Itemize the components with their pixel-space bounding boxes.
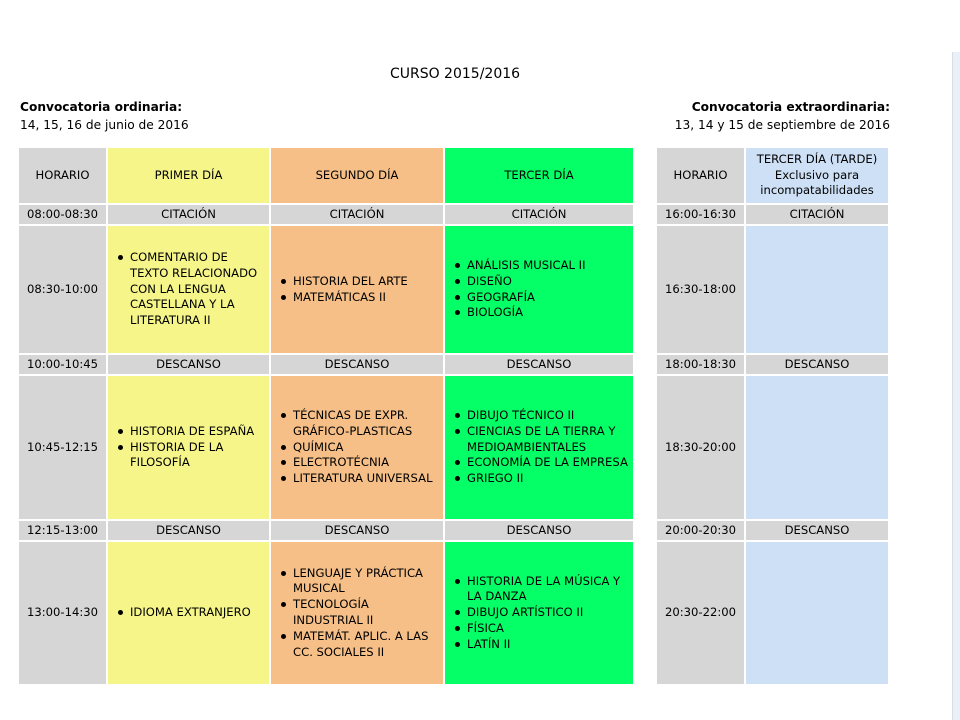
- slot-label: DESCANSO: [445, 355, 633, 374]
- subject-item: DISEÑO: [453, 274, 629, 290]
- header-tercer-dia-tarde: TERCER DÍA (TARDE) Exclusivo para incompatabilidades: [746, 148, 888, 203]
- extra-exam-cell: [746, 542, 888, 684]
- slot-label: DESCANSO: [108, 521, 269, 540]
- extra-exam-cell: [746, 376, 888, 519]
- day2-cell: [271, 376, 443, 519]
- slot-label: DESCANSO: [271, 355, 443, 374]
- slot-time: 20:00-20:30: [657, 521, 744, 540]
- subject-item: COMENTARIO DE TEXTO RELACIONADO CON LA LENGUA CASTELLANA Y LA LITERATURA II: [116, 250, 265, 329]
- subject-list: [445, 258, 633, 321]
- slot-row: [657, 205, 888, 224]
- slot-label: DESCANSO: [746, 355, 888, 374]
- subject-item: ECONOMÍA DE LA EMPRESA: [453, 455, 629, 471]
- subject-item: FÍSICA: [453, 621, 629, 637]
- block-time: 16:30-18:00: [657, 226, 744, 353]
- block-time: 18:30-20:00: [657, 376, 744, 519]
- slot-row: [19, 205, 633, 224]
- subject-item: ANÁLISIS MUSICAL II: [453, 258, 629, 274]
- subject-item: MATEMÁT. APLIC. A LAS CC. SOCIALES II: [279, 629, 439, 661]
- subject-item: ELECTROTÉCNIA: [279, 455, 439, 471]
- extraordinaria-heading: Convocatoria extraordinaria:: [691, 100, 890, 114]
- slot-label: DESCANSO: [746, 521, 888, 540]
- header-segundo-dia: SEGUNDO DÍA: [271, 148, 443, 203]
- header-primer-dia: PRIMER DÍA: [108, 148, 269, 203]
- slot-label: DESCANSO: [271, 521, 443, 540]
- slot-row: [19, 521, 633, 540]
- ordinaria-dates: 14, 15, 16 de junio de 2016: [20, 118, 189, 132]
- exam-block-row: [19, 376, 633, 519]
- subject-item: BIOLOGÍA: [453, 305, 629, 321]
- extraordinaria-info: [675, 98, 890, 134]
- slot-row: [657, 521, 888, 540]
- extraordinaria-dates: 13, 14 y 15 de septiembre de 2016: [674, 118, 890, 132]
- page-scroll-strip: [952, 52, 960, 720]
- subject-item: HISTORIA DE LA MÚSICA Y LA DANZA: [453, 574, 629, 606]
- subject-item: LITERATURA UNIVERSAL: [279, 471, 439, 487]
- day1-cell: [108, 226, 269, 353]
- day1-cell: [108, 542, 269, 684]
- subject-item: MATEMÁTICAS II: [279, 290, 439, 306]
- course-title: CURSO 2015/2016: [389, 66, 521, 82]
- slot-time: 12:15-13:00: [19, 521, 106, 540]
- slot-time: 10:00-10:45: [19, 355, 106, 374]
- header-row: [657, 148, 888, 203]
- block-time: 08:30-10:00: [19, 226, 106, 353]
- subject-item: HISTORIA DE ESPAÑA: [116, 424, 265, 440]
- day3-cell: [445, 226, 633, 353]
- subject-item: TECNOLOGÍA INDUSTRIAL II: [279, 597, 439, 629]
- subject-item: DIBUJO TÉCNICO II: [453, 408, 629, 424]
- slot-time: 08:00-08:30: [19, 205, 106, 224]
- subject-item: QUÍMICA: [279, 440, 439, 456]
- day3-cell: [445, 542, 633, 684]
- subject-list: [271, 408, 443, 487]
- slot-label: CITACIÓN: [445, 205, 633, 224]
- exam-block-row: [19, 226, 633, 353]
- slot-label: CITACIÓN: [271, 205, 443, 224]
- subject-list: [108, 605, 269, 621]
- exam-block-row: [657, 542, 888, 684]
- slot-time: 16:00-16:30: [657, 205, 744, 224]
- day2-cell: [271, 226, 443, 353]
- day2-cell: [271, 542, 443, 684]
- subject-list: [445, 574, 633, 653]
- subject-item: LATÍN II: [453, 637, 629, 653]
- subject-list: [108, 250, 269, 329]
- exam-block-row: [657, 226, 888, 353]
- header-row: [19, 148, 633, 203]
- slot-row: [19, 355, 633, 374]
- block-time: 10:45-12:15: [19, 376, 106, 519]
- subject-list: [271, 274, 443, 306]
- subject-item: IDIOMA EXTRANJERO: [116, 605, 265, 621]
- subject-item: CIENCIAS DE LA TIERRA Y MEDIOAMBIENTALES: [453, 424, 629, 456]
- ordinaria-schedule-table: [17, 146, 635, 686]
- header-tercer-dia: TERCER DÍA: [445, 148, 633, 203]
- block-time: 20:30-22:00: [657, 542, 744, 684]
- ordinaria-info: [20, 98, 189, 134]
- day3-cell: [445, 376, 633, 519]
- slot-label: CITACIÓN: [746, 205, 888, 224]
- ordinaria-heading: Convocatoria ordinaria:: [20, 100, 183, 114]
- exam-block-row: [19, 542, 633, 684]
- subject-item: TÉCNICAS DE EXPR. GRÁFICO-PLASTICAS: [279, 408, 439, 440]
- subject-item: GEOGRAFÍA: [453, 290, 629, 306]
- subject-item: GRIEGO II: [453, 471, 629, 487]
- day1-cell: [108, 376, 269, 519]
- slot-row: [657, 355, 888, 374]
- subject-list: [445, 408, 633, 487]
- slot-label: CITACIÓN: [108, 205, 269, 224]
- subject-list: [108, 424, 269, 471]
- header-horario: HORARIO: [657, 148, 744, 203]
- slot-label: DESCANSO: [108, 355, 269, 374]
- subject-item: HISTORIA DE LA FILOSOFÍA: [116, 440, 265, 472]
- slot-label: DESCANSO: [445, 521, 633, 540]
- exam-block-row: [657, 376, 888, 519]
- subject-item: LENGUAJE Y PRÁCTICA MUSICAL: [279, 566, 439, 598]
- extra-exam-cell: [746, 226, 888, 353]
- subject-item: HISTORIA DEL ARTE: [279, 274, 439, 290]
- subject-list: [271, 566, 443, 661]
- block-time: 13:00-14:30: [19, 542, 106, 684]
- slot-time: 18:00-18:30: [657, 355, 744, 374]
- extraordinaria-schedule-table: [655, 146, 890, 686]
- header-horario: HORARIO: [19, 148, 106, 203]
- subject-item: DIBUJO ARTÍSTICO II: [453, 605, 629, 621]
